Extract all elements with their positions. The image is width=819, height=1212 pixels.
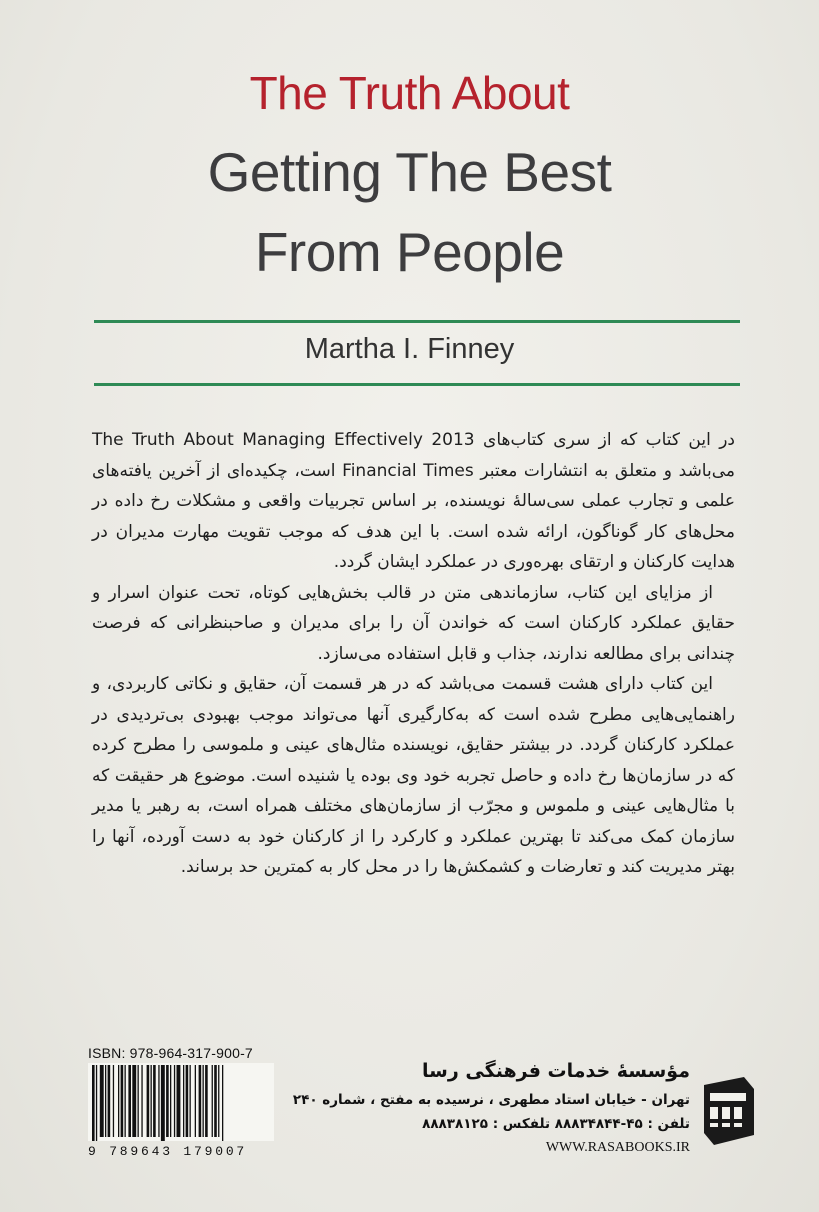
barcode-bar [100,1065,104,1137]
barcode-bar [153,1065,156,1137]
divider-bottom [94,383,740,386]
book-title-line-2: From People [254,221,565,283]
barcode-bar [222,1065,223,1141]
barcode-bar [199,1065,202,1137]
isbn-label: ISBN: 978-964-317-900-7 [88,1045,253,1061]
barcode-bar [125,1065,126,1137]
barcode-bar [105,1065,106,1137]
barcode-bar [158,1065,159,1137]
blurb-text [92,425,735,883]
barcode-bar [113,1065,114,1137]
barcode-bar [92,1065,95,1141]
blurb-paragraph-2: از مزایای این کتاب، سازماندهی متن در قالب بخش‌هایی کوتاه، تحت عنوان اسرار و حقایق عملکرد کارکنان است که خواندن آن را برای مدیران و صاحبنظرانی که فرصت چندانی برای مطالعه ندارند، جذاب و قابل استفاده می‌سازد. [92,582,735,664]
barcode-digits: 9 789643 179007 [88,1144,248,1159]
book-title-line-1: Getting The Best [207,141,612,203]
publisher-info [290,1060,690,1156]
series-title: The Truth About [249,67,570,119]
blurb-paragraph-3: این کتاب دارای هشت قسمت می‌باشد که در هر قسمت آن، حقایق و نکاتی کاربردی، و راهنمایی‌هایی مطرح شده است که به‌کارگیری آنها می‌تواند موجب بهبودی بی‌تردیدی در عملکرد کارکنان گردد. در بیشتر حقایق، نویسنده مثال‌های عینی و ملموسی را مطرح کرده که در سازمان‌ها رخ داده و حاصل تجربه خود وی بوده یا شنیده است. موضوع هر حقیقت که با مثال‌هایی عینی و ملموس و مجرّب از سازمان‌های مختلف همراه است، به رهبر یا مدیر سازمان کمک می‌کند تا بهترین عملکرد و کارکرد را از کارکنان خود به دست آورده، آنها را بهتر مدیریت کند و تعارضات و کشمکش‌ها را در محل کار به کمترین حد برساند. [92,674,735,877]
barcode-bar [212,1065,213,1137]
barcode-bar [118,1065,119,1137]
barcode-bar [170,1065,171,1137]
rasa-publisher-logo-icon [700,1075,758,1147]
author-name: Martha I. Finney [304,333,515,365]
divider-top [94,320,740,323]
barcode-bar [183,1065,184,1137]
barcode-bar [108,1065,111,1137]
barcode [88,1063,274,1141]
barcode-bar [147,1065,150,1137]
barcode-bar [203,1065,204,1137]
barcode-bar [214,1065,217,1137]
barcode-bar [205,1065,208,1137]
barcode-bar [151,1065,152,1137]
publisher-website: WWW.RASABOOKS.IR [545,1140,690,1155]
barcode-bar [141,1065,142,1137]
barcode-bar [132,1065,136,1137]
barcode-bar [195,1065,196,1137]
barcode-bar [161,1065,165,1141]
barcode-bar [190,1065,191,1137]
barcode-bar [174,1065,175,1137]
blurb-paragraph-1: در این کتاب که از سری کتاب‌های The Truth About Managing Effectively 2013 می‌باشد و متعلق به انتشارات معتبر Financial Times است، چکیده‌ای از آخرین یافته‌های علمی و تجارب عملی سی‌سالهٔ نویسنده، بر اساس تجربیات واقعی و مشکلات رخ داده در محل‌های کار گوناگون، ارائه شده است. با این هدف که موجب تقویت مهارت مدیران در هدایت کارکنان و ارتقای بهره‌وری در عملکرد ایشان گردد. [92,430,736,572]
barcode-bar [166,1065,169,1137]
barcode-bar [186,1065,189,1137]
barcode-bar [96,1065,97,1141]
barcode-bar [121,1065,124,1137]
publisher-address: تهران - خیابان استاد مطهری ، نرسیده به مفتح ، شماره ۲۴۰ [292,1092,690,1108]
publisher-phones: تلفن : ۴۵-۸۸۸۳۴۸۴۴ تلفکس : ۸۸۸۳۸۱۲۵ [422,1116,690,1132]
barcode-bar [218,1065,219,1137]
barcode-bar [177,1065,181,1137]
barcode-bar [128,1065,131,1137]
barcode-bar [138,1065,139,1137]
publisher-name: مؤسسهٔ خدمات فرهنگی رسا [422,1060,690,1082]
